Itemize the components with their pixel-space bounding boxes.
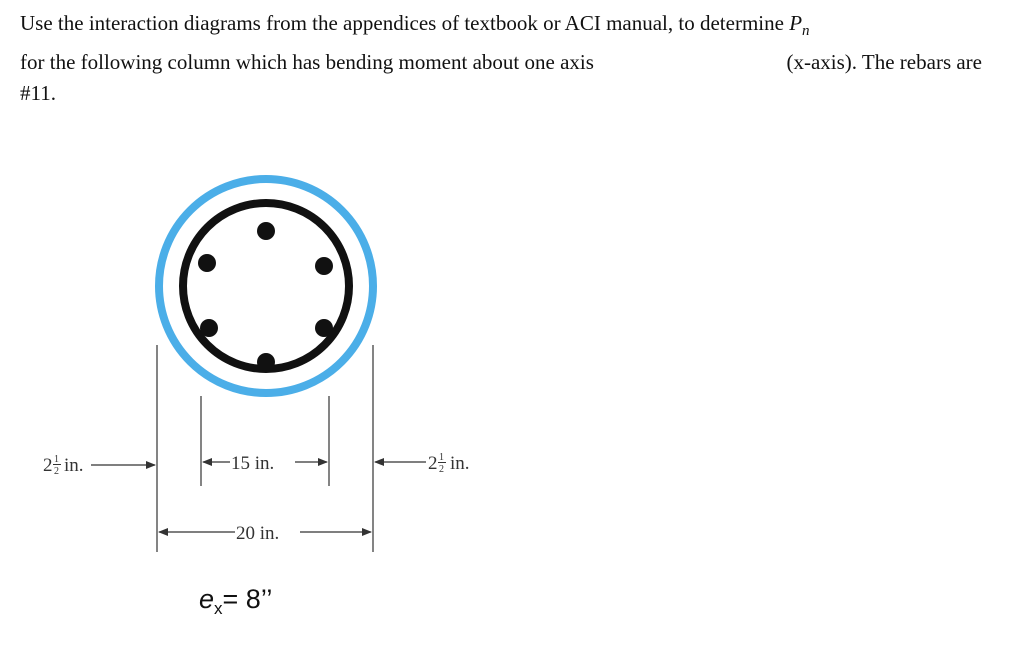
problem-text-2a: for the following column which has bending moment about one axis — [20, 50, 594, 75]
right-cover-denominator: 2 — [439, 464, 444, 475]
eccentricity-subscript: x — [214, 599, 223, 618]
eccentricity-label — [199, 584, 272, 619]
rebar — [315, 257, 333, 275]
left-cover-dimension — [43, 454, 155, 477]
eccentricity-value: = 8’’ — [222, 584, 273, 614]
problem-text-1: Use the interaction diagrams from the appendices of textbook or ACI manual, to determine — [20, 11, 790, 35]
pn-subscript: n — [802, 23, 810, 40]
problem-line-3: #11. — [20, 81, 56, 106]
left-cover-whole: 2 — [43, 455, 53, 476]
eccentricity-symbol: e — [199, 584, 215, 614]
right-cover-numerator: 1 — [439, 452, 444, 463]
right-cover-whole: 2 — [428, 453, 438, 474]
inner-dimension — [203, 453, 327, 474]
outer-dim-label: 20 in. — [236, 523, 280, 544]
outer-dimension — [159, 523, 371, 544]
rebar-group — [198, 222, 333, 371]
left-cover-unit: in. — [64, 455, 84, 476]
extension-lines — [157, 345, 373, 552]
left-cover-numerator: 1 — [54, 454, 59, 465]
right-cover-unit: in. — [450, 453, 470, 474]
rebar — [315, 319, 333, 337]
rebar — [198, 254, 216, 272]
problem-text-2b: (x-axis). The rebars are — [786, 50, 982, 75]
rebar — [200, 319, 218, 337]
inner-dim-label: 15 in. — [231, 453, 275, 474]
left-cover-denominator: 2 — [54, 466, 59, 477]
rebar — [257, 353, 275, 371]
right-cover-dimension — [375, 452, 470, 475]
rebar — [257, 222, 275, 240]
pn-symbol: P — [789, 11, 803, 35]
